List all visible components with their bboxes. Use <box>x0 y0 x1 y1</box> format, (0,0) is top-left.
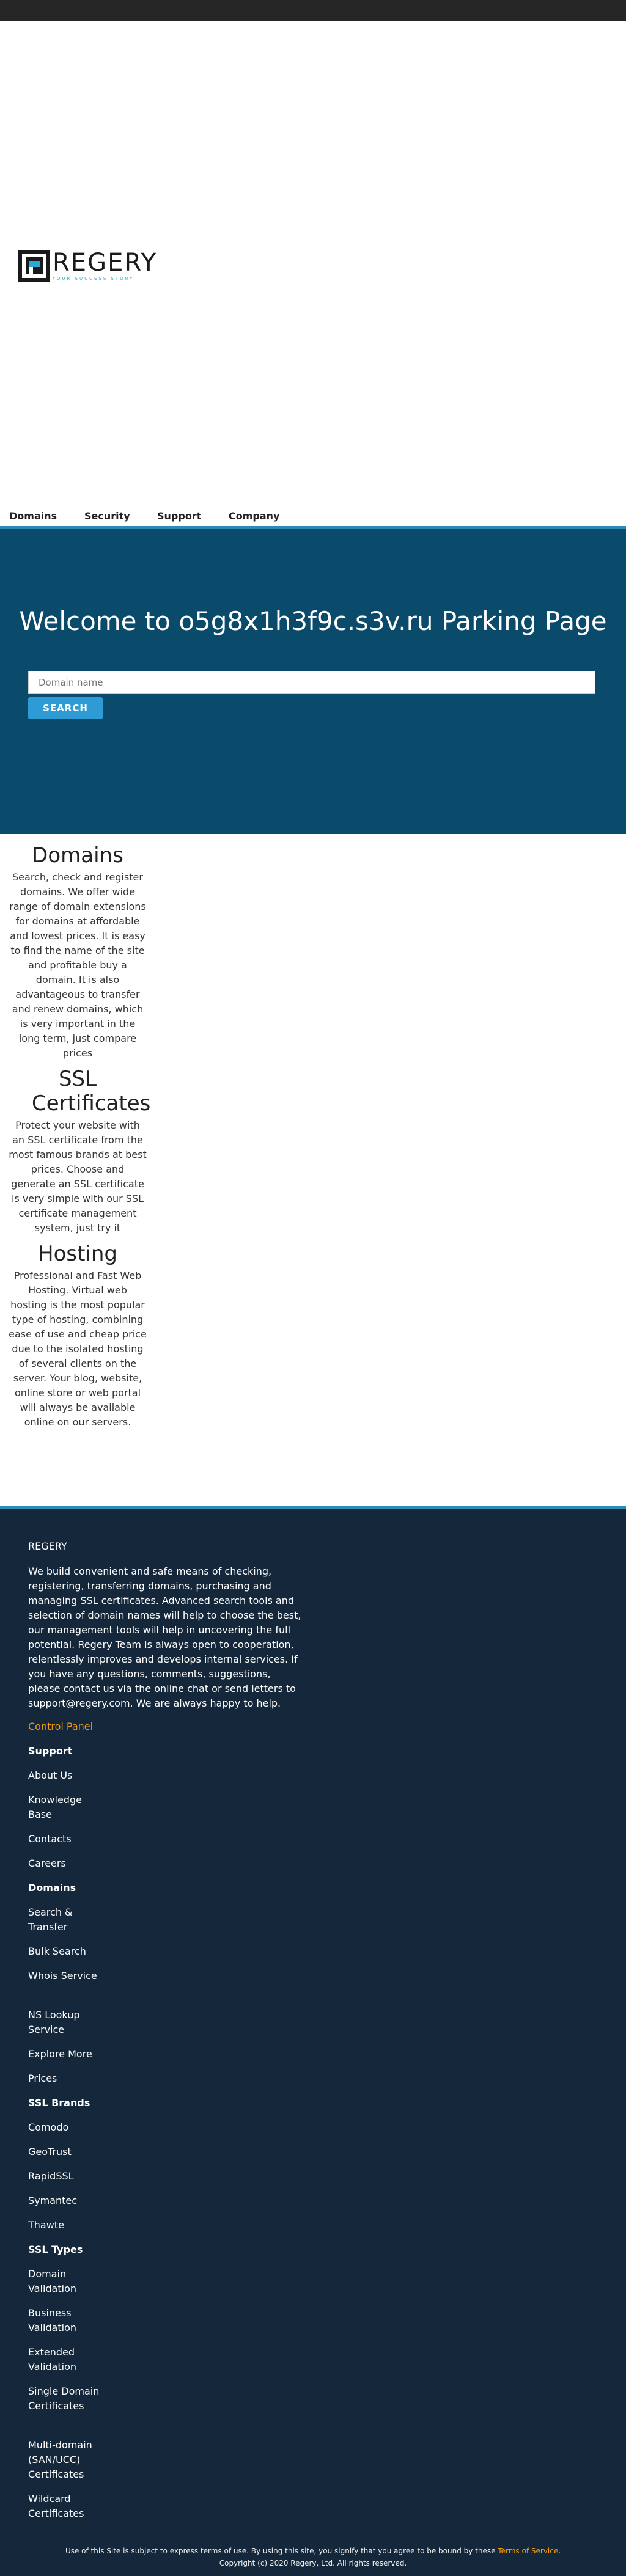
footer-link-comodo[interactable]: Comodo <box>28 2121 69 2133</box>
brand-logo[interactable] <box>18 250 157 282</box>
service-text: Professional and Fast Web Hosting. Virtual web hosting is the most popular type of hosting, combining ease of use and cheap price due to the isolated hosting of several clients on the server. Your blog, website, online store or web portal will always be available online on our servers. <box>9 1270 147 1428</box>
service-title: Domains <box>32 843 123 868</box>
service-hosting <box>0 1242 155 1430</box>
terms-text: Use of this Site is subject to express terms of use. By using this site, you signify that you agree to be bound by these <box>65 2547 498 2555</box>
terms-suffix: . <box>558 2547 561 2555</box>
footer-link-whois[interactable]: Whois Service <box>28 1970 97 1981</box>
footer-link-multi-domain[interactable]: Multi-domain (SAN/UCC) Certificates <box>28 2439 92 2480</box>
domain-search-input[interactable] <box>28 671 595 694</box>
terms-notice <box>0 2545 626 2557</box>
footer-about-text: We build convenient and safe means of checking, registering, transferring domains, purchasing and managing SSL certificates. Advanced search tools and selection of domain names will help to choose the best, our management tools will help in uncovering the full potential. Regery Team is always open to cooperation, relentlessly improves and develops internal services. If you have any questions, comments, suggestions, please contact us via the online chat or send letters to support@regery.com. We are always happy to help. <box>28 1565 301 1709</box>
service-ssl <box>0 1067 155 1235</box>
footer-link-ns-lookup[interactable]: NS Lookup Service <box>28 2009 80 2035</box>
footer-link-symantec[interactable]: Symantec <box>28 2195 78 2206</box>
footer-link-contacts[interactable]: Contacts <box>28 1833 72 1845</box>
page-title: Welcome to o5g8x1h3f9c.s3v.ru Parking Page <box>19 606 607 636</box>
service-text: Search, check and register domains. We offer wide range of domain extensions for domains at affordable and lowest prices. It is easy to find the name of the site and profitable buy a domain. It is also advantageous to transfer and renew domains, which is very important in the long term, just compare prices <box>9 871 146 1059</box>
brand-name: REGERY <box>53 249 158 277</box>
nav-security[interactable]: Security <box>84 510 130 522</box>
footer-link-knowledge-base[interactable]: Knowledge Base <box>28 1794 82 1820</box>
footer-ssl-brands-heading: SSL Brands <box>28 2097 90 2109</box>
main-nav <box>0 509 626 527</box>
footer-domains-heading: Domains <box>28 1882 76 1894</box>
footer-link-extended-validation[interactable]: Extended Validation <box>28 2346 77 2373</box>
service-title: SSL Certificates <box>32 1067 151 1116</box>
footer-link-search-transfer[interactable]: Search & Transfer <box>28 1906 73 1933</box>
footer-ssl-types-heading: SSL Types <box>28 2244 83 2255</box>
footer <box>0 1509 626 2576</box>
nav-support[interactable]: Support <box>157 510 202 522</box>
footer-link-business-validation[interactable]: Business Validation <box>28 2307 77 2333</box>
footer-brand: REGERY <box>28 1540 67 1552</box>
footer-link-prices[interactable]: Prices <box>28 2073 57 2084</box>
search-button[interactable]: SEARCH <box>28 697 103 719</box>
footer-link-thawte[interactable]: Thawte <box>28 2219 64 2231</box>
control-panel-link[interactable]: Control Panel <box>28 1721 94 1732</box>
footer-link-wildcard[interactable]: Wildcard Certificates <box>28 2493 84 2519</box>
service-text: Protect your website with an SSL certificate from the most famous brands at best prices. Choose and generate an SSL certificate is very simple with our SSL certificate management system, just try it <box>9 1119 147 1234</box>
footer-legal <box>0 2545 626 2569</box>
terms-of-service-link[interactable]: Terms of Service <box>498 2547 559 2555</box>
service-domains <box>0 843 155 1061</box>
hero-section <box>0 529 626 834</box>
footer-link-rapidssl[interactable]: RapidSSL <box>28 2170 74 2182</box>
service-title: Hosting <box>38 1242 117 1266</box>
copyright: Copyright (c) 2020 Regery, Ltd. All rights reserved. <box>219 2559 407 2567</box>
nav-company[interactable]: Company <box>229 510 280 522</box>
footer-link-careers[interactable]: Careers <box>28 1857 66 1869</box>
brand-tagline: YOUR SUCCESS STORY <box>53 276 134 281</box>
services-list <box>0 843 155 1436</box>
footer-support-heading: Support <box>28 1745 73 1757</box>
footer-link-explore-more[interactable]: Explore More <box>28 2048 92 2060</box>
footer-link-bulk-search[interactable]: Bulk Search <box>28 1945 86 1957</box>
footer-link-domain-validation[interactable]: Domain Validation <box>28 2268 77 2294</box>
header <box>0 21 626 528</box>
nav-domains[interactable]: Domains <box>9 510 57 522</box>
top-bar <box>0 0 626 21</box>
footer-link-geotrust[interactable]: GeoTrust <box>28 2146 72 2157</box>
logo-mark-icon <box>18 250 50 282</box>
footer-link-single-domain[interactable]: Single Domain Certificates <box>28 2385 100 2412</box>
footer-link-about-us[interactable]: About Us <box>28 1769 73 1781</box>
